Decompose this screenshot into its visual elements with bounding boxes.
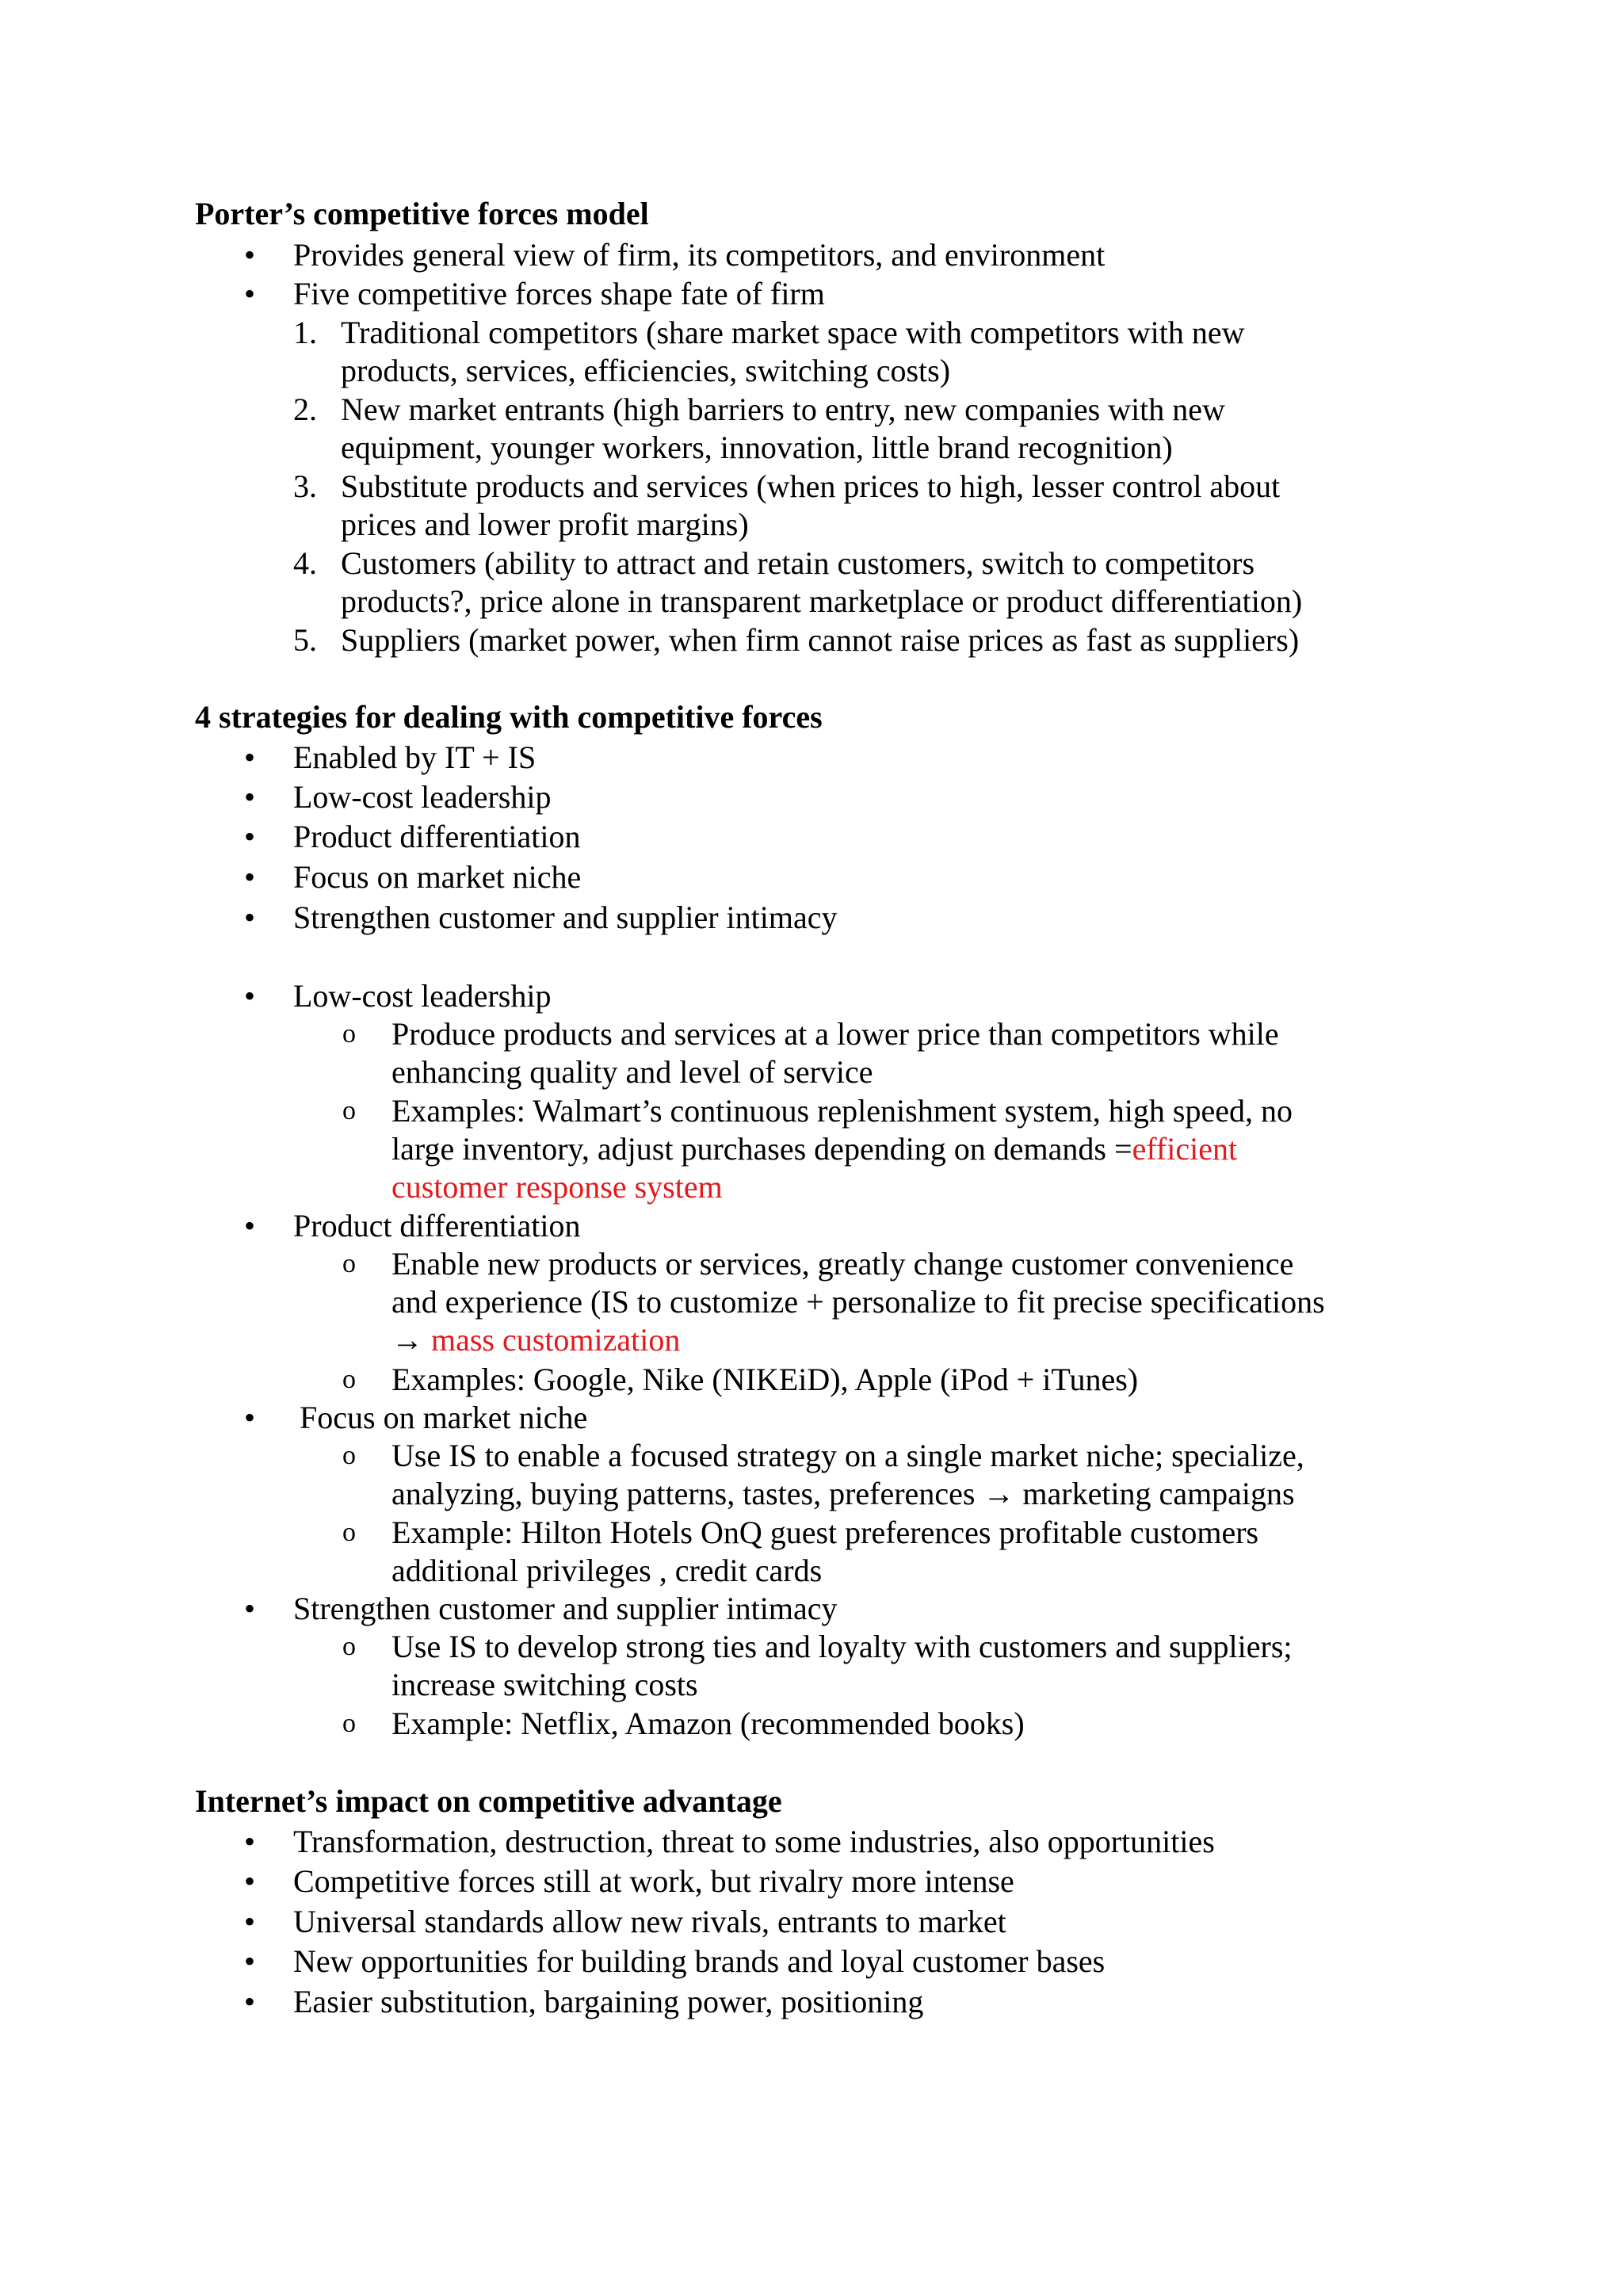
- sub-item-text-part: analyzing, buying patterns, tastes, preferences: [391, 1476, 976, 1511]
- arrow-right-icon: →: [391, 1322, 423, 1358]
- list-item: Competitive forces still at work, but rivalry more intense: [293, 1863, 1014, 1899]
- bullet-marker: •: [244, 978, 256, 1014]
- list-item: Enabled by IT + IS: [293, 739, 537, 775]
- bullet-marker: •: [244, 276, 256, 311]
- highlight-text: customer response system: [391, 1169, 723, 1205]
- bullet-marker: •: [244, 739, 256, 775]
- bullet-marker: •: [244, 1984, 256, 2019]
- bullet-marker: •: [244, 819, 256, 854]
- list-item: Easier substitution, bargaining power, positioning: [293, 1984, 924, 2019]
- bullet-marker: •: [244, 1591, 256, 1626]
- highlight-text: mass customization: [431, 1322, 681, 1358]
- bullet-marker: •: [244, 1824, 256, 1859]
- list-item: Universal standards allow new rivals, entrants to market: [293, 1904, 1006, 1939]
- sub-item-text: additional privileges , credit cards: [391, 1553, 823, 1588]
- list-item: Five competitive forces shape fate of firm: [293, 276, 825, 311]
- circle-marker: o: [342, 1709, 356, 1738]
- detail-title: Focus on market niche: [300, 1400, 588, 1435]
- list-number: 5.: [293, 622, 317, 658]
- circle-marker: o: [342, 1518, 356, 1547]
- list-item: Low-cost leadership: [293, 779, 552, 815]
- bullet-marker: •: [244, 1863, 256, 1899]
- numbered-item-text: Customers (ability to attract and retain customers, switch to competitors: [341, 545, 1255, 581]
- sub-item-text: increase switching costs: [391, 1667, 698, 1702]
- sub-item-text: Enable new products or services, greatly change customer convenience: [391, 1246, 1294, 1282]
- numbered-item-text: products, services, efficiencies, switching costs): [341, 353, 951, 388]
- arrow-right-icon: →: [983, 1476, 1015, 1511]
- detail-title: Strengthen customer and supplier intimacy: [293, 1591, 838, 1626]
- section-heading-strategies: 4 strategies for dealing with competitive forces: [195, 699, 823, 735]
- numbered-item-text: Substitute products and services (when prices to high, lesser control about: [341, 468, 1281, 504]
- list-item: Strengthen customer and supplier intimacy: [293, 900, 838, 935]
- numbered-item-text: prices and lower profit margins): [341, 506, 749, 542]
- list-number: 2.: [293, 392, 317, 427]
- list-item: Provides general view of firm, its competitors, and environment: [293, 237, 1106, 273]
- list-item: Focus on market niche: [293, 859, 582, 895]
- sub-item-text: and experience (IS to customize + personalize to fit precise specifications: [391, 1284, 1325, 1320]
- sub-item-text: Use IS to enable a focused strategy on a single market niche; specialize,: [391, 1438, 1304, 1473]
- circle-marker: o: [342, 1019, 356, 1049]
- sub-item-text: enhancing quality and level of service: [391, 1054, 873, 1090]
- sub-item-text: Use IS to develop strong ties and loyalty with customers and suppliers;: [391, 1629, 1293, 1664]
- list-item: Transformation, destruction, threat to some industries, also opportunities: [293, 1824, 1215, 1859]
- sub-item-text: Examples: Google, Nike (NIKEiD), Apple (iPod + iTunes): [391, 1362, 1139, 1397]
- section-heading-porter: Porter’s competitive forces model: [195, 196, 649, 231]
- list-item: New opportunities for building brands and loyal customer bases: [293, 1943, 1106, 1979]
- list-item: Product differentiation: [293, 819, 581, 854]
- circle-marker: o: [342, 1632, 356, 1661]
- bullet-marker: •: [244, 237, 256, 273]
- list-number: 1.: [293, 315, 317, 350]
- numbered-item-text: Traditional competitors (share market space with competitors with new: [341, 315, 1245, 350]
- list-number: 4.: [293, 545, 317, 581]
- circle-marker: o: [342, 1365, 356, 1394]
- highlight-text: efficient: [1132, 1131, 1238, 1167]
- circle-marker: o: [342, 1249, 356, 1278]
- sub-item-text: [391, 1321, 680, 1359]
- bullet-marker: •: [244, 1400, 256, 1435]
- sub-item-text: Produce products and services at a lower price than competitors while: [391, 1016, 1279, 1052]
- circle-marker: o: [342, 1441, 356, 1470]
- circle-marker: o: [342, 1096, 356, 1125]
- bullet-marker: •: [244, 1943, 256, 1979]
- numbered-item-text: equipment, younger workers, innovation, little brand recognition): [341, 430, 1173, 465]
- bullet-marker: •: [244, 779, 256, 815]
- numbered-item-text: products?, price alone in transparent marketplace or product differentiation): [341, 583, 1303, 619]
- list-number: 3.: [293, 468, 317, 504]
- numbered-item-text: New market entrants (high barriers to entry, new companies with new: [341, 392, 1225, 427]
- sub-item-text: Example: Netflix, Amazon (recommended books): [391, 1706, 1025, 1741]
- detail-title: Low-cost leadership: [293, 978, 552, 1014]
- sub-item-text: [391, 1130, 1237, 1168]
- bullet-marker: •: [244, 900, 256, 935]
- section-heading-internet: Internet’s impact on competitive advantage: [195, 1783, 782, 1819]
- sub-item-text: [391, 1475, 1295, 1513]
- sub-item-text-part: marketing campaigns: [1022, 1476, 1295, 1511]
- bullet-marker: •: [244, 859, 256, 895]
- bullet-marker: •: [244, 1904, 256, 1939]
- sub-item-text-part: large inventory, adjust purchases depending on demands =: [391, 1131, 1132, 1167]
- sub-item-text: Example: Hilton Hotels OnQ guest preferences profitable customers: [391, 1515, 1259, 1550]
- sub-item-text: Examples: Walmart’s continuous replenishment system, high speed, no: [391, 1093, 1293, 1129]
- numbered-item-text: Suppliers (market power, when firm cannot raise prices as fast as suppliers): [341, 622, 1300, 658]
- bullet-marker: •: [244, 1208, 256, 1244]
- detail-title: Product differentiation: [293, 1208, 581, 1244]
